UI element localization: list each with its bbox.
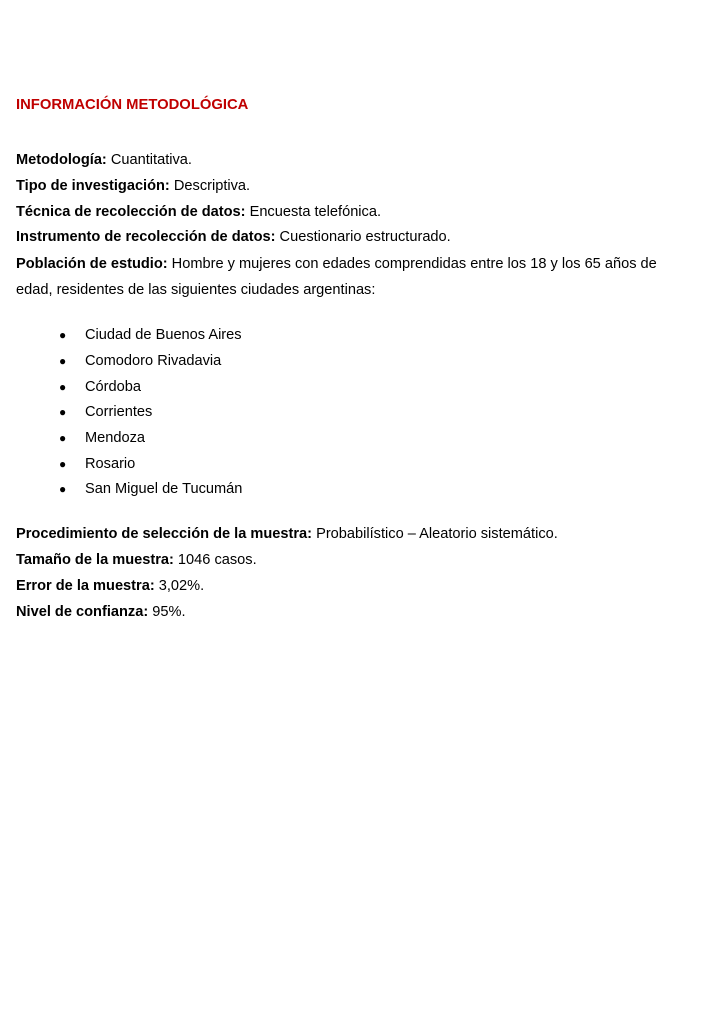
field-value: 1046 casos.: [173, 551, 257, 568]
section-heading: INFORMACIÓN METODOLÓGICA: [16, 97, 249, 113]
sample-fields: [16, 522, 676, 625]
field-label: Población de estudio:: [16, 256, 168, 273]
field-value: 3,02%.: [154, 577, 205, 594]
field-label: Nivel de confianza:: [16, 603, 149, 620]
field-tecnica-recoleccion: [16, 200, 676, 226]
document-page: [16, 96, 676, 625]
field-value: Descriptiva.: [169, 177, 251, 194]
field-value: Encuesta telefónica.: [245, 203, 382, 220]
field-value: Cuantitativa.: [106, 152, 192, 168]
field-label: Procedimiento de selección de la muestra:: [16, 526, 313, 543]
field-metodologia: [16, 148, 676, 174]
field-label: Instrumento de recolección de datos:: [16, 229, 276, 246]
field-label: Técnica de recolección de datos:: [16, 203, 246, 220]
bullet-icon: ●: [59, 405, 67, 420]
field-nivel-confianza: [16, 600, 676, 626]
list-item: [16, 400, 676, 426]
field-label: Tamaño de la muestra:: [16, 551, 174, 568]
bullet-icon: ●: [59, 431, 67, 445]
city-name: Rosario: [85, 455, 136, 472]
field-poblacion-estudio: [16, 251, 676, 303]
bullet-icon: ●: [59, 353, 67, 368]
field-tipo-investigacion: [16, 174, 676, 200]
city-name: Mendoza: [85, 430, 146, 446]
city-name: Córdoba: [85, 378, 141, 395]
field-value: 95%.: [148, 603, 186, 620]
field-label: Tipo de investigación:: [16, 177, 170, 194]
field-value: Hombre y mujeres con edades comprendidas entre los 18 y los 65 años de edad, residentes de las siguientes ciudades argentinas:: [16, 256, 657, 299]
bullet-icon: ●: [59, 328, 67, 343]
methodology-fields: [16, 148, 676, 303]
list-item: [16, 477, 676, 503]
list-item: [16, 452, 676, 478]
bullet-icon: ●: [59, 456, 67, 471]
field-procedimiento-seleccion: [16, 522, 676, 548]
field-error-muestra: [16, 574, 676, 600]
city-name: Comodoro Rivadavia: [85, 352, 222, 369]
field-label: Metodología:: [16, 152, 107, 168]
list-item: [16, 426, 676, 452]
field-value: Probabilístico – Aleatorio sistemático.: [312, 526, 558, 543]
field-value: Cuestionario estructurado.: [275, 229, 451, 246]
field-tamano-muestra: [16, 548, 676, 574]
list-item: [16, 323, 676, 349]
list-item: [16, 349, 676, 375]
city-name: Corrientes: [85, 404, 153, 421]
field-label: Error de la muestra:: [16, 577, 155, 594]
cities-list: [16, 323, 676, 503]
bullet-icon: ●: [59, 482, 67, 497]
list-item: [16, 375, 676, 401]
city-name: Ciudad de Buenos Aires: [85, 327, 242, 344]
bullet-icon: ●: [59, 379, 67, 394]
city-name: San Miguel de Tucumán: [85, 481, 243, 498]
field-instrumento-recoleccion: [16, 225, 676, 251]
